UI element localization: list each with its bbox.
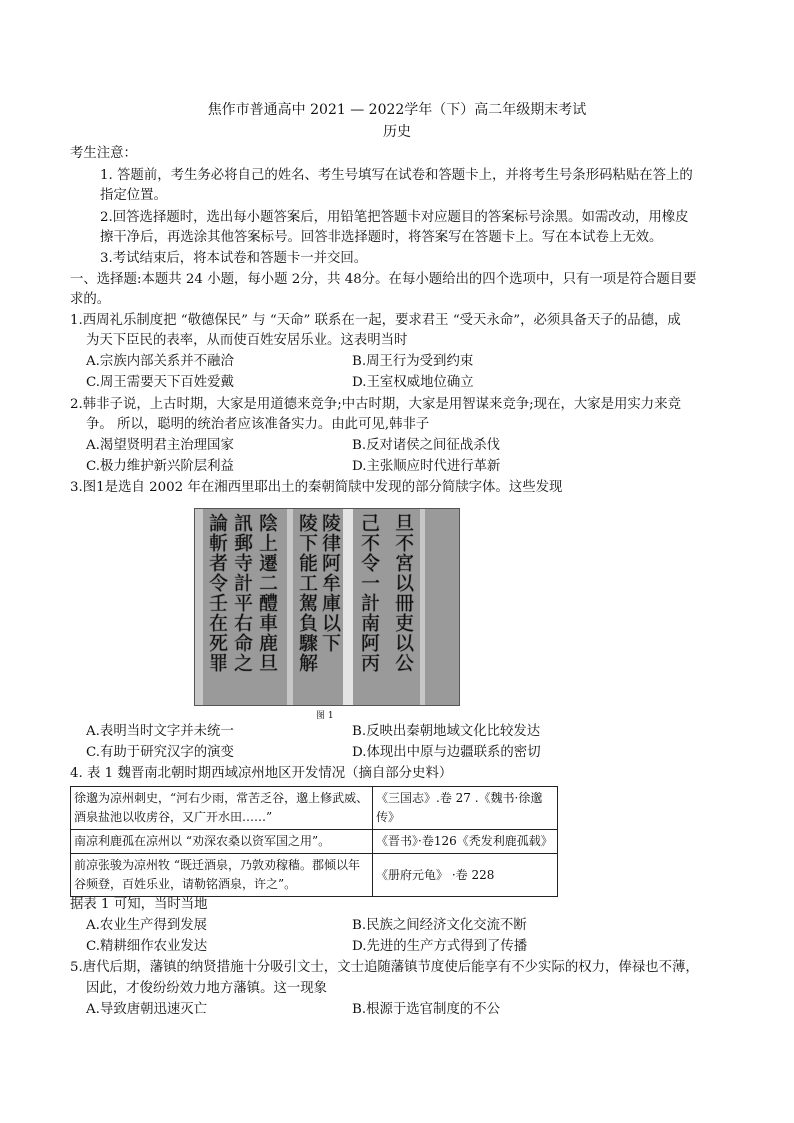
table-cell-content: 前凉张骏为凉州牧 “既迁酒泉，乃敦劝稼穑。郡倾以年谷频登，百姓乐业，请勒铭酒泉，许之”。 xyxy=(71,854,373,897)
notice-item: 2.回答选择题时，选出每小题答案后，用铅笔把答题卡对应题目的答案标号涂黑。如需改动，用橡皮 xyxy=(100,210,689,225)
table-row xyxy=(71,830,558,854)
question-1-option-b: B.周王行为受到约束 xyxy=(352,354,474,369)
figure-caption: 图 1 xyxy=(316,711,334,721)
notice-item: 擦干净后，再选涂其他答案标号。回答非选择题时，将答案写在答题卡上。写在本试卷上无效。 xyxy=(100,230,663,245)
question-4-option-c: C.精耕细作农业发达 xyxy=(86,939,208,954)
slip-text-column: 陵下能工駕負驟解 xyxy=(296,513,318,673)
notice-item: 1. 答题前，考生务必将自己的姓名、考生号填写在试卷和答题卡上，并将考生号条形码粘贴在答上的 xyxy=(100,168,693,183)
slip-text-column: 訊郵寺計平右命之 xyxy=(231,513,253,673)
question-3-option-c: C.有助于研究汉字的演变 xyxy=(86,745,234,760)
question-4-option-b: B.民族之间经济文化交流不断 xyxy=(352,918,527,933)
question-5-stem: 5.唐代后期，藩镇的纳贤措施十分吸引文士，文士追随藩镇节度使后能享有不少实际的权力，俸禄也不薄， xyxy=(70,960,699,975)
question-4-option-a: A.农业生产得到发展 xyxy=(86,918,208,933)
question-4-intro: 4. 表 1 魏晋南北朝时期西域凉州地区开发情况（摘自部分史料） xyxy=(70,766,453,781)
question-1-stem: 1.西周礼乐制度把 “敬德保民” 与 “天命” 联系在一起，要求君王 “受天永命”，必须具备天子的品德，成 xyxy=(70,313,681,328)
bamboo-slip-figure xyxy=(194,508,460,706)
slip-text-column: 陰上遷二醴車鹿旦 xyxy=(256,513,278,673)
question-3-stem: 3.图1是选自 2002 年在湘西里耶出土的秦朝简牍中发现的部分简牍字体。这些发现 xyxy=(70,480,563,495)
slip-text-column: 論斬者令壬在死罪 xyxy=(206,513,228,673)
table-row xyxy=(71,854,558,897)
question-3-option-b: B.反映出秦朝地域文化比较发达 xyxy=(352,724,541,739)
slip-text-column: 己不令一計南阿丙 xyxy=(358,513,380,673)
question-2-option-a: A.渴望贤明君主治理国家 xyxy=(86,438,234,453)
exam-title: 焦作市普通高中 2021 — 2022学年（下）高二年级期末考试 xyxy=(207,102,587,118)
question-5-option-b: B.根源于选官制度的不公 xyxy=(352,1002,501,1017)
subject-title: 历史 xyxy=(383,124,411,140)
history-source-table xyxy=(70,786,558,897)
table-cell-content: 徐邈为凉州刺史，“河右少雨，常苦乏谷，邈上修武威、酒泉盐池以收虏谷，又广开水田……” xyxy=(71,787,373,830)
question-4-stem: 据表 1 可知，当时当地 xyxy=(70,897,208,912)
question-2-stem: 2.韩非子说，上古时期，大家是用道德来竞争;中古时期，大家是用智谋来竞争;现在，大家是用实力来竞 xyxy=(70,397,681,412)
question-2-option-c: C.极力维护新兴阶层利益 xyxy=(86,459,234,474)
table-cell-source: 《册府元龟》 ·卷 228 xyxy=(373,854,558,897)
question-3-option-a: A.表明当时文字并未统一 xyxy=(86,724,234,739)
slip-text-column: 旦不宮以冊吏以公 xyxy=(392,513,414,673)
notice-item: 指定位置。 xyxy=(100,188,167,203)
question-5-stem-cont: 因此，才俊纷纷效力地方藩镇。这一现象 xyxy=(86,981,328,996)
question-2-option-d: D.主张顺应时代进行革新 xyxy=(352,459,501,474)
question-1-option-d: D.王室权威地位确立 xyxy=(352,375,474,390)
section-heading-cont: 求的。 xyxy=(70,292,111,307)
notice-heading: 考生注意： xyxy=(70,146,137,161)
notice-item: 3.考试结束后，将本试卷和答题卡一并交回。 xyxy=(100,251,368,266)
table-cell-content: 南凉利鹿孤在凉州以 “劝深农桑以资军国之用”。 xyxy=(71,830,373,854)
question-2-option-b: B.反对诸侯之间征战杀伐 xyxy=(352,438,501,453)
question-1-option-a: A.宗族内部关系并不融洽 xyxy=(86,354,234,369)
question-2-stem-cont: 争。 所以，聪明的统治者应该准备实力。由此可见,韩非子 xyxy=(86,417,430,432)
question-5-option-a: A.导致唐朝迅速灭亡 xyxy=(86,1002,208,1017)
table-cell-source: 《晋书》·卷126《秃发利鹿孤载》 xyxy=(373,830,558,854)
table-row xyxy=(71,787,558,830)
question-1-stem-cont: 为天下臣民的表率，从而使百姓安居乐业。这表明当时 xyxy=(86,333,408,348)
section-heading: 一、选择题:本题共 24 小题，每小题 2分，共 48分。在每小题给出的四个选项中，只有一项是符合题目要 xyxy=(70,272,697,287)
question-4-option-d: D.先进的生产方式得到了传播 xyxy=(352,939,528,954)
question-3-option-d: D.体现出中原与边疆联系的密切 xyxy=(352,745,541,760)
table-cell-source: 《三国志》.卷 27 .《魏书·徐邈传》 xyxy=(373,787,558,830)
slip-text-column: 陵律阿牟庫以下 xyxy=(319,513,341,653)
question-1-option-c: C.周王需要天下百姓爱戴 xyxy=(86,375,234,390)
